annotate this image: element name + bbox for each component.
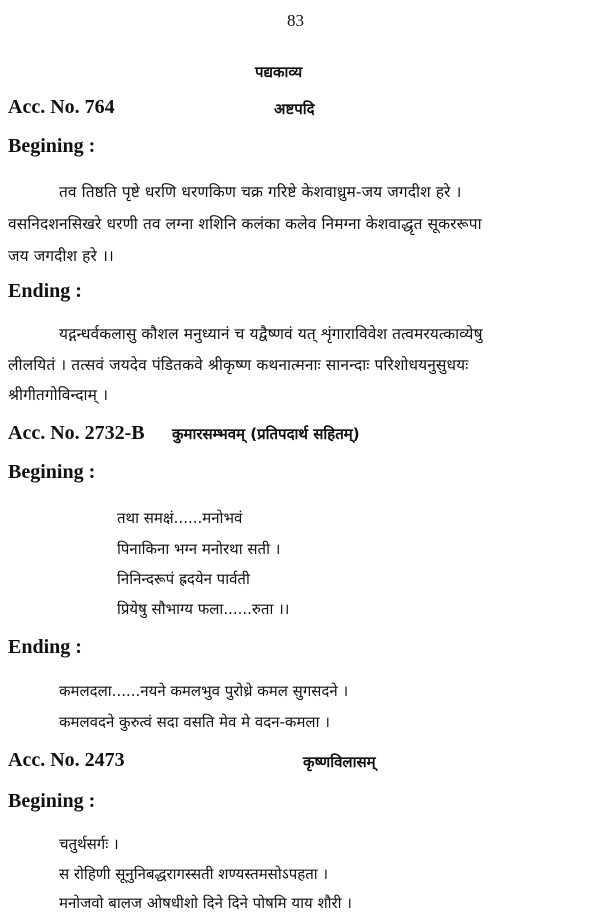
verse-line: चतुर्थसर्गः । [59, 835, 119, 853]
verse-line: पिनाकिना भग्न मनोरथा सती । [117, 540, 281, 558]
verse-line: प्रियेषु सौभाग्य फला......रुता ।। [117, 600, 290, 618]
verse-line: मनोजवो बालज ओषधीशो दिने दिने पोषमि याय शौरी । [59, 894, 352, 912]
accession-number: Acc. No. 764 [8, 96, 115, 118]
text-line: वसनिदशनसिखरे धरणी तव लग्ना शशिनि कलंका कलेव निमग्ना केशवाद्धृत सूकररूपा [8, 215, 482, 233]
text-line: जय जगदीश हरे ।। [8, 247, 114, 265]
accession-number: Acc. No. 2473 [8, 749, 125, 771]
accession-number: Acc. No. 2732-B [8, 422, 145, 444]
text-line: श्रीगीतगोविन्दाम् । [8, 386, 109, 404]
verse-line: तथा समक्षं......मनोभवं [117, 509, 243, 527]
text-line: तव तिष्ठति पृष्टे धरणि धरणकिण चक्र गरिष्टे केशवाध्रुम-जय जगदीश हरे । [59, 183, 462, 201]
beginning-label: Begining : [8, 135, 96, 157]
work-title: अष्टपदि [274, 100, 315, 118]
beginning-label: Begining : [8, 790, 96, 812]
section-heading: पद्यकाव्य [255, 63, 303, 81]
text-line: यद्गन्धर्वकलासु कौशल मनुध्यानं च यद्वैष्णवं यत् शृंगाराविवेश तत्वमरयत्काव्येषु [59, 325, 483, 343]
work-title: कृष्णविलासम् [303, 753, 376, 771]
verse-line: कमलदला......नयने कमलभुव पुरोध्रे कमल सुगसदने । [59, 682, 349, 700]
verse-line: स रोहिणी सूनुनिबद्धरागस्सती शण्यस्तमसोऽपहता । [59, 865, 329, 883]
beginning-label: Begining : [8, 461, 96, 483]
verse-line: निनिन्दरूपं ह्रदयेन पार्वती [117, 570, 250, 588]
verse-line: कमलवदने कुरुत्वं सदा वसति मेव मे वदन-कमला । [59, 713, 330, 731]
ending-label: Ending : [8, 636, 82, 658]
work-title: कुमारसम्भवम् (प्रतिपदार्थ सहितम्) [172, 425, 360, 443]
ending-label: Ending : [8, 280, 82, 302]
text-line: लीलयितं । तत्सवं जयदेव पंडितकवे श्रीकृष्ण कथनात्मनाः सानन्दाः परिशोधयनुसुधयः [8, 356, 469, 374]
page-number: 83 [287, 11, 304, 30]
